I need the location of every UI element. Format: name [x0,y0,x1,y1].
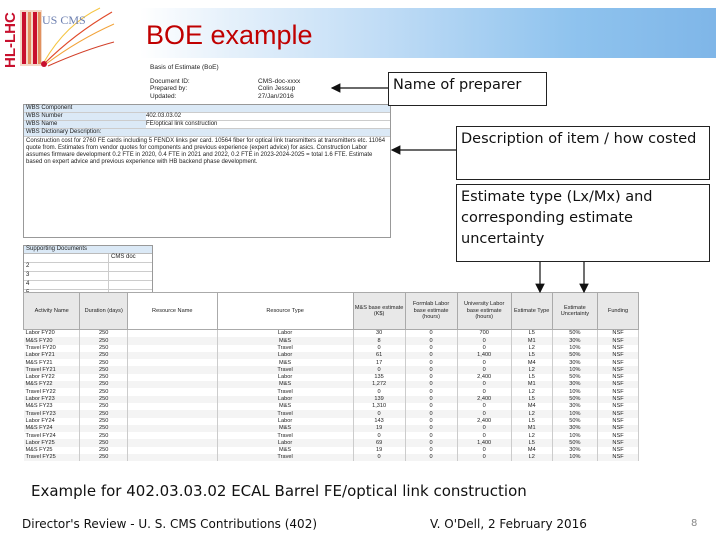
table-cell: M&S [217,447,353,454]
table-cell: 69 [353,439,405,446]
table-cell: 0 [353,454,405,461]
boe-label: Updated: [150,92,177,100]
boe-value: CMS-doc-xxxx [258,77,301,85]
table-cell: NSF [598,330,639,338]
table-cell: Labor [217,330,353,338]
supporting-heading: Supporting Documents [24,246,152,254]
table-cell: 10% [552,454,597,461]
table-cell: 0 [457,447,511,454]
table-cell: 30% [552,359,597,366]
table-cell: 30 [353,330,405,338]
table-cell: 30% [552,425,597,432]
table-cell: Travel FY22 [24,388,80,395]
table-cell: 1,310 [353,403,405,410]
table-cell: L2 [511,454,552,461]
table-cell: 250 [80,374,128,381]
column-header: Funding [598,293,639,330]
table-cell: Travel FY23 [24,410,80,417]
table-cell: Travel FY20 [24,345,80,352]
table-cell: L5 [511,352,552,359]
boe-label: Prepared by: [150,85,188,92]
table-cell: 0 [353,410,405,417]
table-cell: L2 [511,366,552,373]
table-cell: 50% [552,418,597,425]
table-cell: Labor [217,374,353,381]
table-cell: M1 [511,337,552,344]
table-cell: Travel FY21 [24,366,80,373]
table-cell: Travel [217,432,353,439]
table-cell: NSF [598,432,639,439]
column-header: Estimate Type [511,293,552,330]
table-cell: 0 [405,337,457,344]
table-cell: 0 [405,425,457,432]
table-cell: 0 [457,345,511,352]
table-cell: Travel [217,410,353,417]
table-cell: 0 [457,432,511,439]
table-cell: L2 [511,432,552,439]
table-cell: 0 [457,381,511,388]
wbs-value: 402.03.03.02 [146,113,182,119]
table-cell: 2,400 [457,374,511,381]
table-cell: Labor FY20 [24,330,80,338]
callout-estimate-type: Estimate type (Lx/Mx) and corresponding estimate uncertainty [456,184,710,262]
table-cell: 250 [80,418,128,425]
boe-value: Colin Jessup [258,85,296,92]
table-cell: Labor FY24 [24,418,80,425]
table-cell: 8 [353,337,405,344]
callout-description: Description of item / how costed [456,126,710,180]
table-cell: Labor FY21 [24,352,80,359]
table-cell: 2,400 [457,396,511,403]
table-cell: Labor [217,418,353,425]
table-cell: 250 [80,403,128,410]
table-cell: L5 [511,374,552,381]
table-cell: L5 [511,418,552,425]
table-cell: 0 [457,366,511,373]
table-cell: 10% [552,366,597,373]
table-cell: 50% [552,352,597,359]
table-cell: 50% [552,330,597,338]
table-cell: 10% [552,345,597,352]
boe-heading: Basis of Estimate (BoE) [150,64,219,71]
table-cell: NSF [598,403,639,410]
wbs-label: WBS Number [24,113,146,120]
table-cell: M&S [217,425,353,432]
column-header: Estimate Uncertainty [552,293,597,330]
table-cell: 61 [353,352,405,359]
supporting-index: 4 [24,281,109,289]
table-cell: 0 [457,388,511,395]
table-cell: 143 [353,418,405,425]
table-cell: NSF [598,454,639,461]
table-cell: 30% [552,403,597,410]
wbs-label: WBS Name [24,121,146,128]
table-cell: M&S FY20 [24,337,80,344]
table-cell: 0 [353,345,405,352]
table-cell: 0 [405,447,457,454]
table-cell: NSF [598,439,639,446]
table-cell: NSF [598,396,639,403]
table-cell: 0 [457,403,511,410]
footer-left: Director's Review - U. S. CMS Contributions (402) [22,517,318,531]
column-header: M&S base estimate (K$) [353,293,405,330]
table-cell: M&S [217,403,353,410]
table-cell: 250 [80,396,128,403]
table-cell: 0 [405,381,457,388]
table-cell: 19 [353,425,405,432]
column-header: University Labor base estimate (hours) [457,293,511,330]
table-cell: 10% [552,410,597,417]
boe-value: 27/Jan/2016 [258,92,294,100]
table-cell: 250 [80,337,128,344]
table-cell: 139 [353,396,405,403]
table-cell: Travel [217,454,353,461]
table-cell: 250 [80,345,128,352]
table-cell: NSF [598,345,639,352]
table-cell: M4 [511,447,552,454]
table-cell: NSF [598,337,639,344]
table-cell: Travel [217,388,353,395]
table-cell: M1 [511,425,552,432]
table-cell: 0 [405,396,457,403]
footer-author-date: V. O'Dell, 2 February 2016 [430,517,587,531]
table-cell: Labor [217,439,353,446]
table-cell: 250 [80,439,128,446]
table-cell: 1,272 [353,381,405,388]
table-cell: 0 [457,410,511,417]
table-cell: 30% [552,447,597,454]
table-cell: 0 [405,359,457,366]
page-number: 8 [691,518,698,529]
table-cell: Travel FY25 [24,454,80,461]
table-cell: 250 [80,410,128,417]
table-cell: 0 [405,388,457,395]
table-cell: NSF [598,418,639,425]
table-cell: 0 [457,425,511,432]
table-cell: M&S [217,337,353,344]
table-cell: M1 [511,381,552,388]
table-cell: 250 [80,425,128,432]
table-cell: NSF [598,359,639,366]
table-cell: L5 [511,396,552,403]
table-cell: M&S [217,381,353,388]
table-cell: 0 [353,432,405,439]
table-cell: Labor FY22 [24,374,80,381]
table-cell: 0 [405,374,457,381]
slide-title: BOE example [146,20,313,50]
table-cell: 1,400 [457,352,511,359]
table-cell: 10% [552,388,597,395]
table-cell: 0 [457,359,511,366]
callout-preparer: Name of preparer [388,72,547,106]
table-cell: Labor [217,396,353,403]
table-cell: M4 [511,359,552,366]
table-cell: L2 [511,388,552,395]
table-cell: 250 [80,352,128,359]
table-cell: Labor FY23 [24,396,80,403]
table-cell: Travel [217,366,353,373]
table-cell: 0 [405,366,457,373]
wbs-heading: WBS Component [24,105,390,113]
table-cell: 0 [457,454,511,461]
table-cell: 135 [353,374,405,381]
table-cell: M&S [217,359,353,366]
example-caption: Example for 402.03.03.02 ECAL Barrel FE/optical link construction [31,482,527,500]
table-cell: Labor [217,352,353,359]
table-cell: M&S FY22 [24,381,80,388]
table-cell: 0 [405,454,457,461]
table-cell: 250 [80,447,128,454]
table-cell: L2 [511,345,552,352]
table-cell: NSF [598,366,639,373]
table-cell: 2,400 [457,418,511,425]
table-cell: 50% [552,396,597,403]
table-cell: 0 [405,345,457,352]
table-cell: Travel FY24 [24,432,80,439]
supporting-index: 2 [24,263,109,271]
table-cell: M&S FY25 [24,447,80,454]
table-cell: L2 [511,410,552,417]
column-header: Resource Name [127,293,217,330]
wbs-description: Construction cost for 2760 FE cards including 5 FENDX links per card. 10564 fiber for optical link transmitters at transmitters etc. 11064 quote from. Estimates from vendor quotes for components and previous experience (expert advice) for asics. Construction Labor assumes firmware development 0.2 FTE in 2020, 0.4 FTE in 2021 and 2022, 0.2 FTE in 2023-2024-2025 = total 1.6 FTE. Estimate based on expert advice and previous experience with HB backend phase development. [26,138,386,165]
column-header: Resource Type [217,293,353,330]
table-cell: M4 [511,403,552,410]
table-cell: NSF [598,388,639,395]
table-cell: 19 [353,447,405,454]
wbs-description-label: WBS Dictionary Description: [24,129,390,137]
table-cell: 50% [552,439,597,446]
table-cell: NSF [598,381,639,388]
table-cell: 0 [353,388,405,395]
column-header: Activity Name [24,293,80,330]
table-cell: 0 [405,418,457,425]
table-cell: 0 [353,366,405,373]
table-cell: 250 [80,366,128,373]
table-cell: 30% [552,381,597,388]
table-cell: 0 [405,432,457,439]
table-cell: 700 [457,330,511,338]
table-cell: NSF [598,410,639,417]
table-cell: NSF [598,447,639,454]
table-cell: NSF [598,374,639,381]
table-cell: 0 [457,337,511,344]
table-cell: M&S FY21 [24,359,80,366]
logo-org-text: US CMS [42,13,86,27]
table-cell: Labor FY25 [24,439,80,446]
table-cell: 17 [353,359,405,366]
table-cell: L5 [511,439,552,446]
boe-label: Document ID: [150,77,190,85]
table-cell: NSF [598,352,639,359]
table-cell: 30% [552,337,597,344]
wbs-value: FE/optical link construction [146,121,218,127]
table-cell: L5 [511,330,552,338]
table-cell: 250 [80,432,128,439]
table-cell: 1,400 [457,439,511,446]
table-cell: 250 [80,359,128,366]
logo-side-text: HL-LHC [2,12,19,68]
table-cell: NSF [598,425,639,432]
table-cell: 250 [80,388,128,395]
column-header: Duration (days) [80,293,128,330]
table-cell: M&S FY24 [24,425,80,432]
table-cell: Travel [217,345,353,352]
supporting-index: 3 [24,272,109,280]
table-cell: 250 [80,330,128,338]
table-cell: 250 [80,454,128,461]
supporting-col-label: CMS doc [111,254,136,260]
column-header: Formlab Labor base estimate (hours) [405,293,457,330]
table-cell: 0 [405,439,457,446]
table-cell: 0 [405,410,457,417]
table-cell: 50% [552,374,597,381]
table-cell: 10% [552,432,597,439]
table-cell: 0 [405,352,457,359]
table-cell: 0 [405,403,457,410]
table-cell: 250 [80,381,128,388]
table-cell: 0 [405,330,457,338]
table-cell: M&S FY23 [24,403,80,410]
